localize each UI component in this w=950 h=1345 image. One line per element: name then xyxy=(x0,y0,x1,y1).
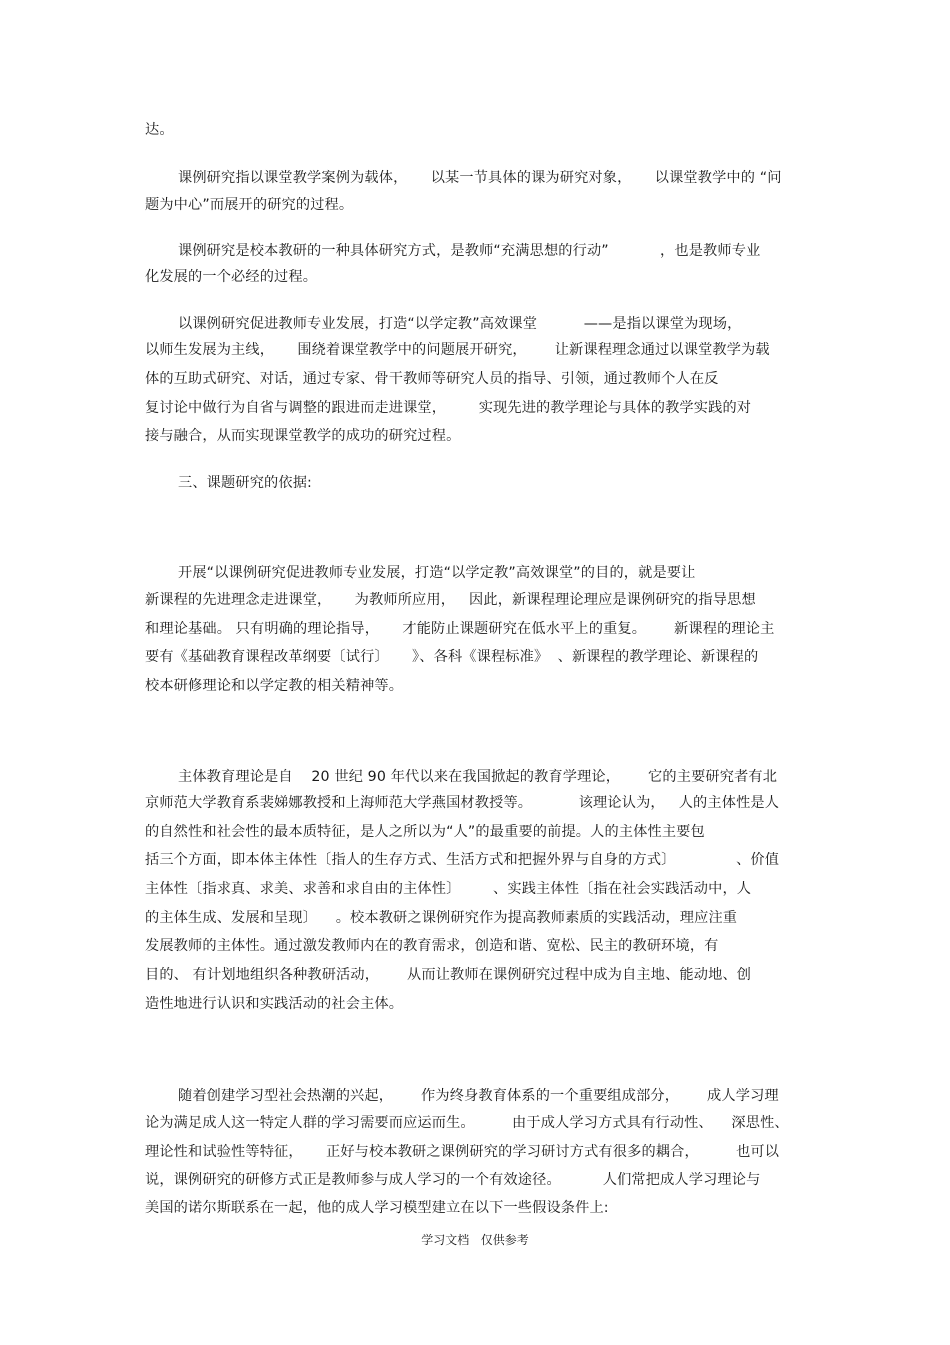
text-line: 说，课例研究的研修方式正是教师参与成人学习的一个有效途径。 人们常把成人学习理论与 xyxy=(145,1172,761,1188)
text-line: 题为中心”而展开的研究的过程。 xyxy=(145,197,354,213)
text-line: 发展教师的主体性。通过激发教师内在的教育需求，创造和谐、宽松、民主的教研环境，有 xyxy=(145,938,719,954)
text-line: 主体教育理论是自 20 世纪 90 年代以来在我国掀起的教育学理论， 它的主要研究者有北 xyxy=(178,769,778,785)
text-line: 接与融合，从而实现课堂教学的成功的研究过程。 xyxy=(145,428,461,444)
text-line: 造性地进行认识和实践活动的社会主体。 xyxy=(145,996,404,1012)
text-line: 达。 xyxy=(145,122,174,138)
text-line: 校本研修理论和以学定教的相关精神等。 xyxy=(145,678,404,694)
text-line: 课例研究指以课堂教学案例为载体， 以某一节具体的课为研究对象， 以课堂教学中的 “问 xyxy=(178,170,782,186)
text-line: 美国的诺尔斯联系在一起，他的成人学习模型建立在以下一些假设条件上: xyxy=(145,1200,609,1216)
text-line: 随着创建学习型社会热潮的兴起， 作为终身教育体系的一个重要组成部分， 成人学习理 xyxy=(178,1088,779,1104)
text-line: 开展“以课例研究促进教师专业发展，打造“以学定教”高效课堂”的目的，就是要让 xyxy=(178,565,696,581)
text-line: 要有《基础教育课程改革纲要〔试行〕 》、各科《课程标准》 、新课程的教学理论、新课程的 xyxy=(145,649,759,665)
text-line: 的主体生成、发展和呈现〕 。校本教研之课例研究作为提高教师素质的实践活动，理应注重 xyxy=(145,910,738,926)
text-line: 论为满足成人这一特定人群的学习需要而应运而生。 由于成人学习方式具有行动性、 深思性、 xyxy=(145,1115,789,1131)
text-line: 复讨论中做行为自省与调整的跟进而走进课堂， 实现先进的教学理论与具体的教学实践的对 xyxy=(145,400,752,416)
text-line: 目的、 有计划地组织各种教研活动， 从而让教师在课例研究过程中成为自主地、能动地、创 xyxy=(145,967,752,983)
text-line: 以课例研究促进教师专业发展，打造“以学定教”高效课堂 ——是指以课堂为现场， xyxy=(178,316,742,332)
text-line: 新课程的先进理念走进课堂， 为教师所应用， 因此，新课程理论理应是课例研究的指导思想 xyxy=(145,592,756,608)
text-line: 以师生发展为主线， 围绕着课堂教学中的问题展开研究， 让新课程理念通过以课堂教学为载 xyxy=(145,342,770,358)
page-footer: 学习文档 仅供参考 xyxy=(421,1233,529,1247)
text-line: 和理论基础。 只有明确的理论指导， 才能防止课题研究在低水平上的重复。 新课程的理论主 xyxy=(145,621,775,637)
text-line: 课例研究是校本教研的一种具体研究方式，是教师“充满思想的行动” ，也是教师专业 xyxy=(178,243,761,259)
text-line: 括三个方面，即本体主体性〔指人的生存方式、生活方式和把握外界与自身的方式〕 、价值 xyxy=(145,852,780,868)
section-heading: 三、课题研究的依据: xyxy=(178,475,312,491)
text-line: 的自然性和社会性的最本质特征，是人之所以为“人”的最重要的前提。人的主体性主要包 xyxy=(145,824,705,840)
text-line: 理论性和试验性等特征， 正好与校本教研之课例研究的学习研讨方式有很多的耦合， 也可以 xyxy=(145,1144,780,1160)
text-line: 主体性〔指求真、求美、求善和求自由的主体性〕 、实践主体性〔指在社会实践活动中，人 xyxy=(145,881,752,897)
text-line: 体的互助式研究、对话，通过专家、骨干教师等研究人员的指导、引领，通过教师个人在反 xyxy=(145,371,719,387)
text-line: 化发展的一个必经的过程。 xyxy=(145,269,318,285)
text-line: 京师范大学教育系裴娣娜教授和上海师范大学燕国材教授等。 该理论认为， 人的主体性是人 xyxy=(145,795,780,811)
